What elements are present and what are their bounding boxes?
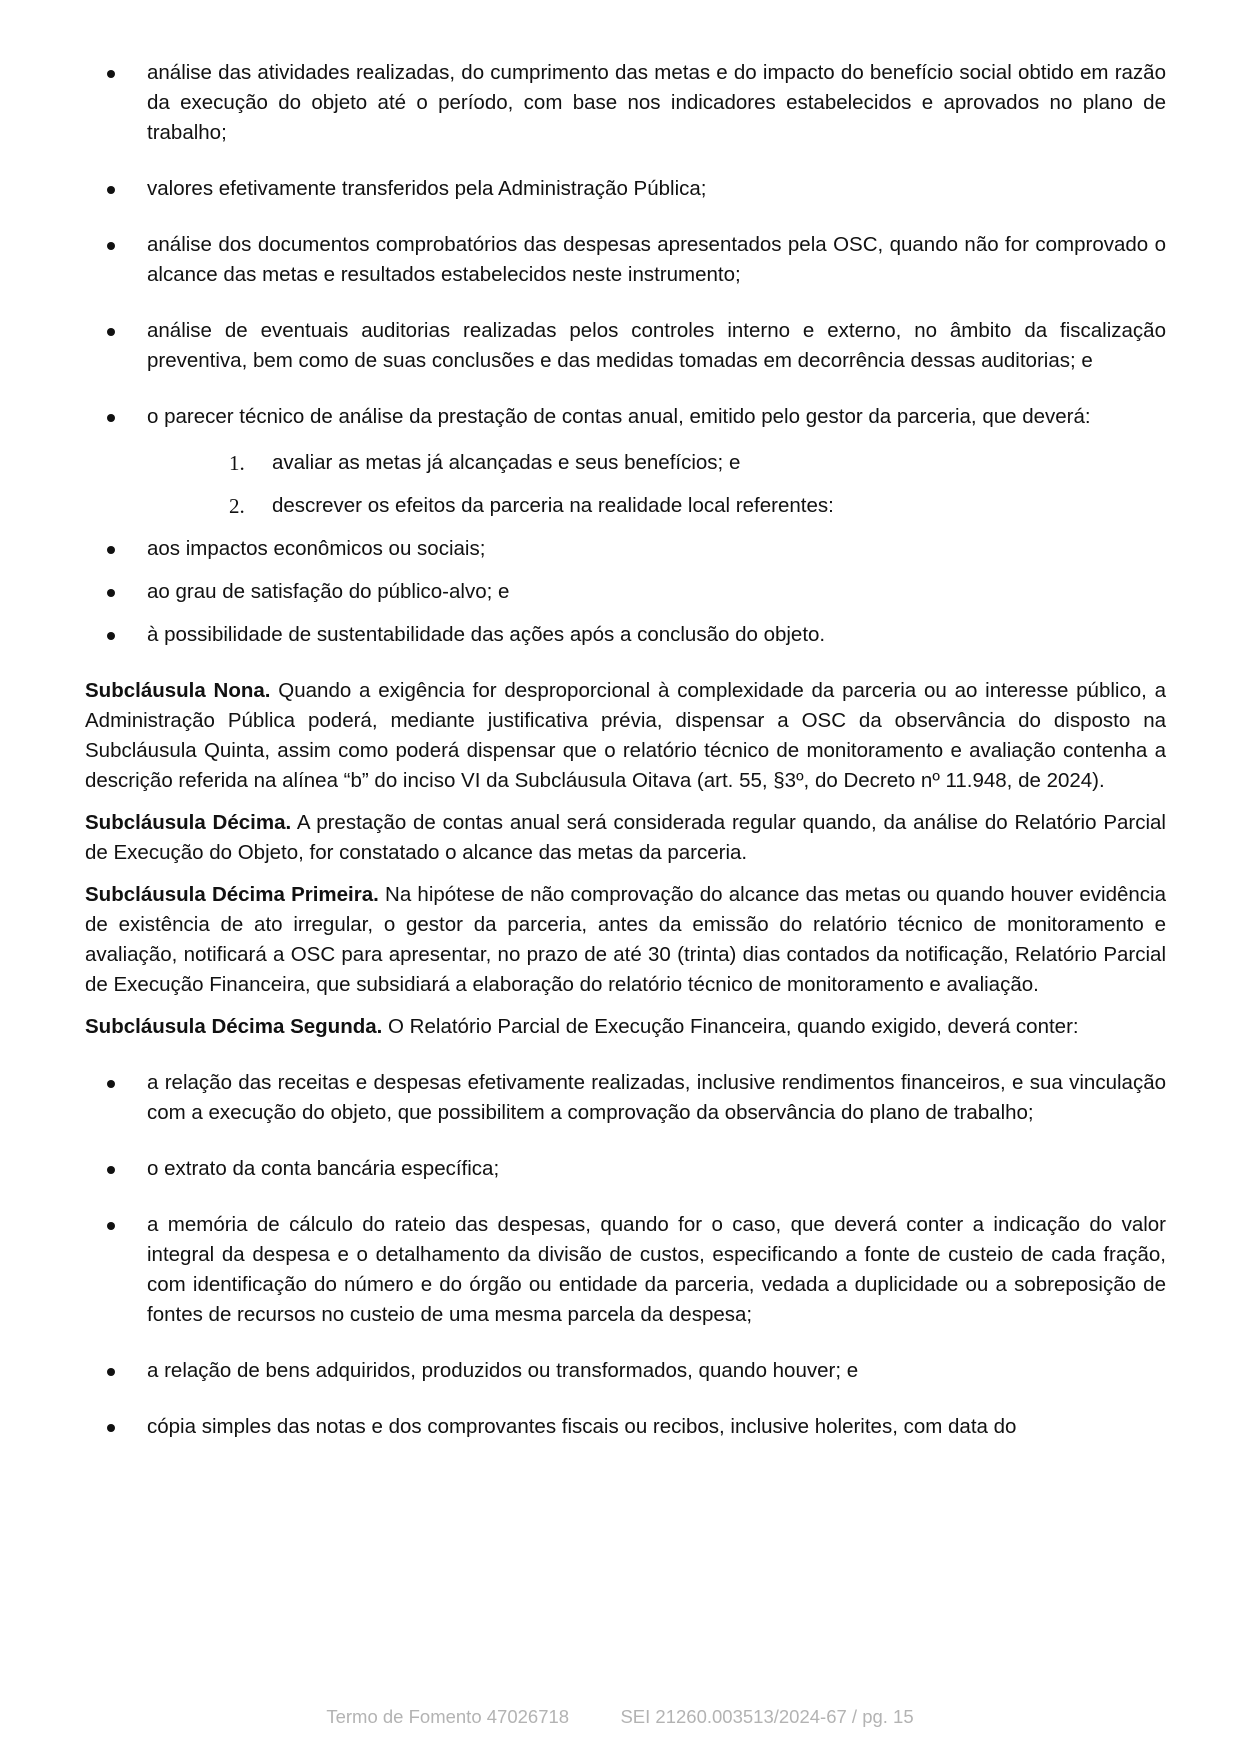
clause-paragraph xyxy=(85,808,1166,868)
list-item-text: o parecer técnico de análise da prestação de contas anual, emitido pelo gestor da parceria, que deverá: xyxy=(147,405,1091,428)
bullet-icon xyxy=(107,414,115,422)
list-item xyxy=(85,620,1166,650)
list-item xyxy=(85,316,1166,376)
list-item xyxy=(85,1154,1166,1184)
list-item-text: ao grau de satisfação do público-alvo; e xyxy=(147,580,510,603)
list-item xyxy=(85,58,1166,148)
bullet-icon xyxy=(107,632,115,640)
footer-document-id: Termo de Fomento 47026718 xyxy=(326,1706,570,1727)
clause-text: O Relatório Parcial de Execução Financeira, quando exigido, deverá conter: xyxy=(382,1015,1079,1038)
clause-text: Quando a exigência for desproporcional à complexidade da parceria ou ao interesse público, a Administração Pública poderá, mediante justificativa prévia, dispensar a OSC da observância do disposto na Subcláusula Quinta, assim como poderá dispensar que o relatório técnico de monitoramento e avaliação contenha a descrição referida na alínea “b” do inciso VI da Subcláusula Oitava (art. 55, §3º, do Decreto nº 11.948, de 2024). xyxy=(85,679,1166,792)
item-number: 1. xyxy=(229,451,245,475)
list-item-text: análise das atividades realizadas, do cumprimento das metas e do impacto do benefício social obtido em razão da execução do objeto até o período, com base nos indicadores estabelecidos e aprovados no plano de trabalho; xyxy=(147,61,1166,144)
list-item xyxy=(85,1068,1166,1128)
list-item xyxy=(85,1412,1166,1442)
list-item xyxy=(85,534,1166,564)
clause-heading: Subcláusula Décima Segunda. xyxy=(85,1015,383,1038)
numbered-list xyxy=(85,448,1166,521)
list-item xyxy=(85,577,1166,607)
bullet-icon xyxy=(107,1222,115,1230)
bullet-icon xyxy=(107,242,115,250)
numbered-item-text: descrever os efeitos da parceria na realidade local referentes: xyxy=(272,494,834,517)
list-item-text: a relação das receitas e despesas efetivamente realizadas, inclusive rendimentos financeiros, e sua vinculação com a execução do objeto, que possibilitem a comprovação da observância do plano de trabalho; xyxy=(147,1071,1166,1124)
list-item xyxy=(85,1356,1166,1386)
bullet-icon xyxy=(107,546,115,554)
bullet-list-effects xyxy=(85,534,1166,650)
clause-paragraph xyxy=(85,880,1166,1000)
list-item-text: cópia simples das notas e dos comprovantes fiscais ou recibos, inclusive holerites, com data do xyxy=(147,1415,1017,1438)
bullet-icon xyxy=(107,589,115,597)
bullet-icon xyxy=(107,1424,115,1432)
page-footer xyxy=(0,1705,1240,1729)
bullet-icon xyxy=(107,70,115,78)
bullet-icon xyxy=(107,1368,115,1376)
bullet-list-financial xyxy=(85,1068,1166,1442)
list-item-text: a memória de cálculo do rateio das despesas, quando for o caso, que deverá conter a indicação do valor integral da despesa e o detalhamento da divisão de custos, especificando a fonte de custeio de cada fração, com identificação do número e do órgão ou entidade da parceria, vedada a duplicidade ou a sobreposição de fontes de recursos no custeio de uma mesma parcela da despesa; xyxy=(147,1213,1166,1326)
bullet-icon xyxy=(107,1080,115,1088)
clause-paragraph xyxy=(85,676,1166,796)
bullet-icon xyxy=(107,186,115,194)
footer-process-page: SEI 21260.003513/2024-67 / pg. 15 xyxy=(620,1706,914,1727)
list-item-text: aos impactos econômicos ou sociais; xyxy=(147,537,486,560)
item-number: 2. xyxy=(229,494,245,518)
list-item xyxy=(85,230,1166,290)
document-page xyxy=(85,58,1166,1468)
list-item xyxy=(85,402,1166,432)
clause-paragraph xyxy=(85,1012,1166,1042)
spacer xyxy=(85,1054,1166,1068)
list-item-text: o extrato da conta bancária específica; xyxy=(147,1157,500,1180)
clause-text: Na hipótese de não comprovação do alcance das metas ou quando houver evidência de existência de ato irregular, o gestor da parceria, antes da emissão do relatório técnico de monitoramento e avaliação, notificará a OSC para apresentar, no prazo de até 30 (trinta) dias contados da notificação, Relatório Parcial de Execução Financeira, que subsidiará a elaboração do relatório técnico de monitoramento e avaliação. xyxy=(85,883,1166,996)
list-item-text: à possibilidade de sustentabilidade das ações após a conclusão do objeto. xyxy=(147,623,826,646)
list-item-text: a relação de bens adquiridos, produzidos ou transformados, quando houver; e xyxy=(147,1359,859,1382)
list-item-text: valores efetivamente transferidos pela Administração Pública; xyxy=(147,177,707,200)
clause-text: A prestação de contas anual será considerada regular quando, da análise do Relatório Parcial de Execução do Objeto, for constatado o alcance das metas da parceria. xyxy=(85,811,1166,864)
bullet-icon xyxy=(107,1166,115,1174)
list-item xyxy=(85,174,1166,204)
clause-heading: Subcláusula Décima Primeira. xyxy=(85,883,379,906)
clause-heading: Subcláusula Nona. xyxy=(85,679,271,702)
numbered-item xyxy=(85,491,1166,521)
list-item-text: análise de eventuais auditorias realizadas pelos controles interno e externo, no âmbito da fiscalização preventiva, bem como de suas conclusões e das medidas tomadas em decorrência dessas auditorias; e xyxy=(147,319,1166,372)
numbered-item xyxy=(85,448,1166,478)
bullet-list-analysis xyxy=(85,58,1166,432)
bullet-icon xyxy=(107,328,115,336)
clause-heading: Subcláusula Décima. xyxy=(85,811,292,834)
list-item xyxy=(85,1210,1166,1330)
list-item-text: análise dos documentos comprobatórios das despesas apresentados pela OSC, quando não for comprovado o alcance das metas e resultados estabelecidos neste instrumento; xyxy=(147,233,1166,286)
numbered-item-text: avaliar as metas já alcançadas e seus benefícios; e xyxy=(272,451,741,474)
